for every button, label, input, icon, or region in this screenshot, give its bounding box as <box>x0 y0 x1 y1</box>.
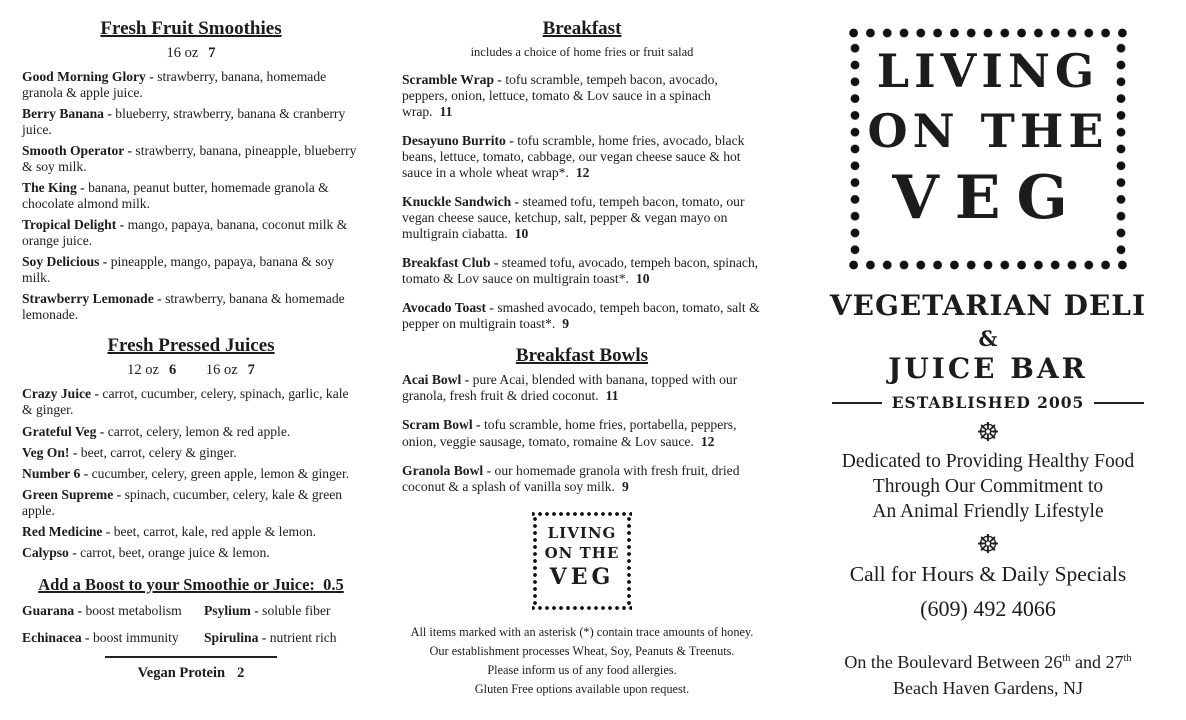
smoothies-title: Fresh Fruit Smoothies <box>100 18 282 39</box>
item-name: Tropical Delight - <box>22 217 125 233</box>
size-label: 16 oz <box>166 45 199 61</box>
address-block <box>826 650 1150 700</box>
size-price-pair <box>166 45 215 61</box>
item-name: Acai Bowl - <box>402 372 470 388</box>
boost-name: Psylium - <box>204 602 259 618</box>
text-line: All items marked with an asterisk (*) contain trace amounts of honey. <box>410 624 754 639</box>
logo-text-line: LIVING <box>547 523 617 542</box>
item-description: carrot, cucumber, celery, spinach, garlic, kale & ginger. <box>22 386 349 418</box>
smoothies-item-list <box>22 69 360 323</box>
item-description: pineapple, mango, papaya, banana & soy milk. <box>22 254 335 286</box>
section-breakfast <box>402 18 762 332</box>
menu-item <box>402 194 762 242</box>
price: 7 <box>247 362 255 379</box>
item-description: tofu scramble, home fries, avocado, black beans, lettuce, tomato, cabbage, our vegan cheese sauce & hot sauce in a whole wheat wrap*. <box>402 133 745 181</box>
dotted-border-right <box>626 517 632 605</box>
item-name: Veg On! - <box>22 444 78 460</box>
dotted-border-bottom <box>847 259 1129 271</box>
item-description: banana, peanut butter, homemade granola & chocolate almond milk. <box>22 180 329 212</box>
item-description: mango, papaya, banana, coconut milk & orange juice. <box>22 217 348 249</box>
price: 7 <box>208 45 216 61</box>
phone-number: (609) 492 4066 <box>920 596 1056 622</box>
menu-item <box>22 445 360 461</box>
item-name: Good Morning Glory - <box>22 69 154 84</box>
item-description: beet, carrot, celery & ginger. <box>80 444 237 460</box>
item-description: tofu scramble, tempeh bacon, avocado, peppers, onion, lettuce, tomato & Lov sauce in a spinach wrap. <box>402 72 718 120</box>
text-line: Through Our Commitment to <box>872 475 1104 497</box>
item-description: smashed avocado, tempeh bacon, tomato, salt & pepper on multigrain toast*. <box>402 300 760 332</box>
menu-item <box>402 372 762 404</box>
item-name: Granola Bowl - <box>402 462 492 478</box>
item-name: Smooth Operator - <box>22 143 132 159</box>
logo-text-line: VEG <box>892 163 1084 233</box>
item-description: carrot, beet, orange juice & lemon. <box>80 544 270 560</box>
address-line1 <box>826 650 1150 675</box>
logo-text-line: LIVING <box>876 44 1100 98</box>
menu-item <box>402 417 762 449</box>
menu-item <box>22 386 360 418</box>
item-price: 12 <box>575 165 590 181</box>
item-description: carrot, celery, lemon & red apple. <box>107 423 291 439</box>
menu-item <box>22 424 360 440</box>
menu-item <box>402 133 762 181</box>
boost-name: Guarana - <box>22 602 83 618</box>
tagline-ampersand: & <box>978 326 998 351</box>
menu-item <box>22 217 360 249</box>
item-description: strawberry, banana & homemade lemonade. <box>22 291 345 323</box>
item-description: pure Acai, blended with banana, topped with our granola, fresh fruit & dried coconut. <box>402 372 738 404</box>
dotted-border-bottom <box>532 605 632 611</box>
small-logo-text <box>530 523 634 590</box>
item-price: 10 <box>514 226 529 242</box>
breakfast-bowls-title: Breakfast Bowls <box>515 345 649 367</box>
item-description: spinach, cucumber, celery, kale & green apple. <box>22 486 343 518</box>
breakfast-bowls-item-list <box>402 372 762 494</box>
menu-item <box>22 143 360 175</box>
menu-item <box>402 300 762 332</box>
item-name: Green Supreme - <box>22 486 122 502</box>
section-juices <box>22 335 360 560</box>
dotted-border-right <box>1115 42 1127 256</box>
size-label: 16 oz <box>205 362 238 379</box>
footnotes <box>402 623 762 699</box>
section-boost <box>22 575 360 682</box>
tagline-vegetarian-deli: VEGETARIAN DELI <box>829 289 1147 322</box>
item-description: strawberry, banana, homemade granola & apple juice. <box>22 69 327 101</box>
established-row <box>832 393 1144 412</box>
section-breakfast-bowls <box>402 345 762 494</box>
juices-title: Fresh Pressed Juices <box>107 335 275 357</box>
item-description: strawberry, banana, pineapple, blueberry & soy milk. <box>22 143 357 175</box>
item-description: beet, carrot, kale, red apple & lemon. <box>113 523 317 539</box>
boost-item <box>204 603 360 619</box>
menu-item <box>22 466 360 482</box>
item-name: Berry Banana - <box>22 106 112 122</box>
boost-name: Spirulina - <box>204 629 267 645</box>
ordinal-suffix: th <box>1062 653 1071 665</box>
item-description: cucumber, celery, green apple, lemon & ginger. <box>91 465 350 481</box>
menu-item <box>22 545 360 561</box>
vegan-protein-line <box>22 665 360 682</box>
menu-item <box>22 180 360 212</box>
logo-text-line: ON THE <box>544 543 620 562</box>
boost-description: nutrient rich <box>269 629 337 645</box>
rule-line-left <box>832 402 882 404</box>
item-name: Red Medicine - <box>22 523 111 539</box>
boost-item <box>22 630 204 646</box>
menu-item <box>22 106 360 138</box>
menu-item <box>22 487 360 519</box>
item-name: Avocado Toast - <box>402 300 494 316</box>
address-line1-text: On the Boulevard Between 26 <box>844 652 1063 673</box>
size-price-pair <box>206 362 255 378</box>
brand-logo-text <box>844 44 1132 233</box>
item-name: Scramble Wrap - <box>402 72 502 87</box>
call-for-hours-line: Call for Hours & Daily Specials <box>849 562 1127 587</box>
menu-item <box>402 72 762 120</box>
item-name: Breakfast Club - <box>402 255 499 271</box>
boost-item <box>22 603 204 619</box>
vegan-protein-price: 2 <box>237 664 245 681</box>
item-name: Crazy Juice - <box>22 386 100 402</box>
vegan-protein-name: Vegan Protein <box>137 664 226 681</box>
item-name: Strawberry Lemonade - <box>22 291 162 307</box>
item-name: Grateful Veg - <box>22 423 105 439</box>
ordinal-suffix: th <box>1123 653 1132 665</box>
boost-description: boost immunity <box>93 629 179 645</box>
boost-description: soluble fiber <box>262 602 331 618</box>
item-description: our homemade granola with fresh fruit, dried coconut & a splash of vanilla soy milk. <box>402 462 740 494</box>
size-label: 12 oz <box>127 362 159 379</box>
item-name: Calypso - <box>22 544 77 560</box>
item-name: The King - <box>22 180 85 196</box>
breakfast-title: Breakfast <box>542 18 622 39</box>
item-name: Number 6 - <box>22 465 89 481</box>
divider-line <box>105 656 277 658</box>
item-name: Desayuno Burrito - <box>402 133 514 149</box>
item-price: 11 <box>439 104 453 120</box>
item-description: steamed tofu, tempeh bacon, tomato, our vegan cheese sauce, ketchup, salt, pepper & vegan mayo on multigrain ciabatta. <box>402 194 745 242</box>
menu-item <box>22 291 360 323</box>
size-price-pair <box>127 362 176 378</box>
middle-column <box>402 18 762 699</box>
item-price: 11 <box>605 388 619 404</box>
menu-item <box>22 524 360 540</box>
dotted-border-top <box>847 27 1129 39</box>
text-line: Please inform us of any food allergies. <box>487 662 677 677</box>
established-text: ESTABLISHED 2005 <box>891 393 1085 412</box>
item-description: blueberry, strawberry, banana & cranberry juice. <box>22 106 346 138</box>
address-line2: Beach Haven Gardens, NJ <box>893 677 1083 698</box>
menu-item <box>22 254 360 286</box>
right-column <box>826 22 1150 701</box>
boost-title: Add a Boost to your Smoothie or Juice: 0.5 <box>38 574 344 594</box>
section-smoothies <box>22 18 360 323</box>
rule-line-right <box>1094 402 1144 404</box>
menu-item <box>402 463 762 495</box>
item-description: steamed tofu, avocado, tempeh bacon, spinach, tomato & Lov sauce on multigrain toast*. <box>402 255 759 287</box>
text-line: Gluten Free options available upon request. <box>474 681 690 696</box>
boost-item <box>204 630 360 646</box>
left-column <box>22 18 360 682</box>
item-price: 9 <box>562 316 570 332</box>
price: 6 <box>168 362 177 379</box>
text-line: Dedicated to Providing Healthy Food <box>841 451 1135 472</box>
brand-logo <box>844 22 1132 276</box>
juices-item-list <box>22 386 360 560</box>
tagline-juice-bar: JUICE BAR <box>888 352 1088 385</box>
item-price: 10 <box>635 271 650 287</box>
dharma-wheel-icon: ☸ <box>976 418 1000 448</box>
menu-item <box>402 255 762 287</box>
item-name: Knuckle Sandwich - <box>402 194 520 210</box>
boost-name: Echinacea - <box>22 629 90 645</box>
dedication-text <box>826 450 1150 524</box>
item-name: Soy Delicious - <box>22 254 108 270</box>
logo-text-line: VEG <box>549 563 615 590</box>
smoothies-size-line <box>22 45 360 62</box>
small-logo <box>530 509 634 613</box>
item-description: tofu scramble, home fries, portabella, peppers, onion, veggie sausage, tomato, romaine & Lov sauce. <box>402 417 737 449</box>
address-line1-text: and 27 <box>1070 652 1124 673</box>
item-name: Scram Bowl - <box>402 417 481 433</box>
text-line: An Animal Friendly Lifestyle <box>872 500 1104 522</box>
breakfast-subtitle: includes a choice of home fries or fruit salad <box>470 45 694 59</box>
item-price: 9 <box>621 478 629 494</box>
menu-item <box>22 69 360 101</box>
item-price: 12 <box>700 433 715 449</box>
text-line: Our establishment processes Wheat, Soy, Peanuts & Treenuts. <box>429 643 735 658</box>
boost-description: boost metabolism <box>85 602 182 618</box>
juices-size-line <box>22 362 360 379</box>
dotted-border-left <box>532 517 538 605</box>
breakfast-item-list <box>402 72 762 332</box>
logo-text-line: ON THE <box>867 104 1109 158</box>
dotted-border-top <box>532 511 632 517</box>
dotted-border-left <box>849 42 861 256</box>
boost-grid <box>22 603 360 646</box>
dharma-wheel-icon: ☸ <box>976 530 1000 561</box>
